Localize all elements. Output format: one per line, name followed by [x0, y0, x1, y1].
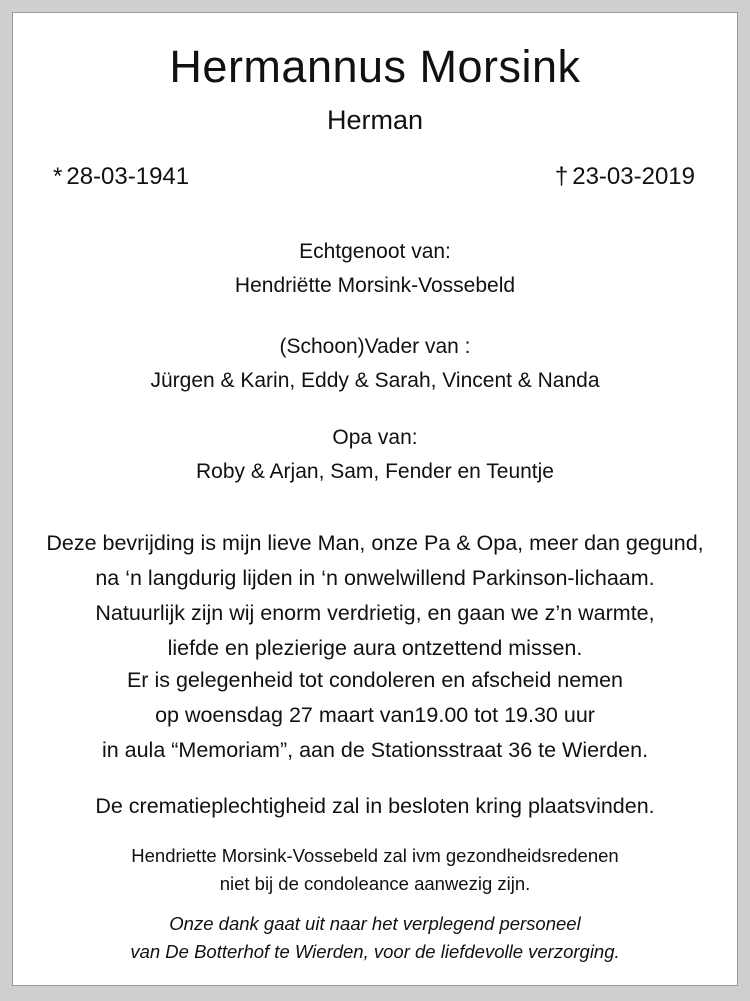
absence-paragraph — [13, 842, 737, 898]
death-date: 23-03-2019 — [572, 163, 695, 190]
spouse-section — [13, 235, 737, 303]
birth-asterisk-icon: * — [53, 163, 63, 190]
death-cross-icon: † — [554, 163, 569, 190]
spouse-heading: Echtgenoot van: — [299, 240, 451, 263]
message-line: na ‘n langdurig lijden in ‘n onwelwillend Parkinson-lichaam. — [95, 566, 655, 590]
children-heading: (Schoon)Vader van : — [279, 335, 471, 358]
grandchildren-names: Roby & Arjan, Sam, Fender en Teuntje — [196, 460, 554, 483]
message-line: liefde en plezierige aura ontzettend missen. — [167, 636, 583, 660]
thanks-line: van De Botterhof te Wierden, voor de liefdevolle verzorging. — [130, 941, 620, 962]
condolence-line: op woensdag 27 maart van19.00 tot 19.30 uur — [155, 703, 595, 727]
message-line: Natuurlijk zijn wij enorm verdrietig, en gaan we z’n warmte, — [95, 601, 655, 625]
absence-line: niet bij de condoleance aanwezig zijn. — [219, 873, 531, 894]
deceased-full-name: Hermannus Morsink — [169, 41, 581, 92]
thanks-paragraph — [13, 910, 737, 966]
birth-date-row — [53, 163, 189, 191]
absence-line: Hendriette Morsink-Vossebeld zal ivm gezondheidsredenen — [131, 845, 619, 866]
children-section — [13, 330, 737, 398]
grandchildren-heading: Opa van: — [332, 426, 418, 449]
grandchildren-section — [13, 421, 737, 489]
deceased-nickname: Herman — [326, 105, 424, 135]
children-names: Jürgen & Karin, Eddy & Sarah, Vincent & Nanda — [150, 369, 600, 392]
birth-date: 28-03-1941 — [66, 163, 190, 190]
message-paragraph — [13, 526, 737, 666]
condolence-line: in aula “Memoriam”, aan de Stationsstraat 36 te Wierden. — [101, 738, 649, 762]
condolence-paragraph — [13, 663, 737, 768]
obituary-card — [12, 12, 738, 986]
thanks-line: Onze dank gaat uit naar het verplegend personeel — [169, 913, 581, 934]
condolence-line: Er is gelegenheid tot condoleren en afscheid nemen — [126, 668, 624, 692]
message-line: Deze bevrijding is mijn lieve Man, onze Pa & Opa, meer dan gegund, — [46, 531, 704, 555]
spouse-name: Hendriëtte Morsink-Vossebeld — [234, 274, 516, 297]
cremation-line: De crematieplechtigheid zal in besloten kring plaatsvinden. — [95, 794, 655, 818]
death-date-row — [555, 163, 695, 191]
